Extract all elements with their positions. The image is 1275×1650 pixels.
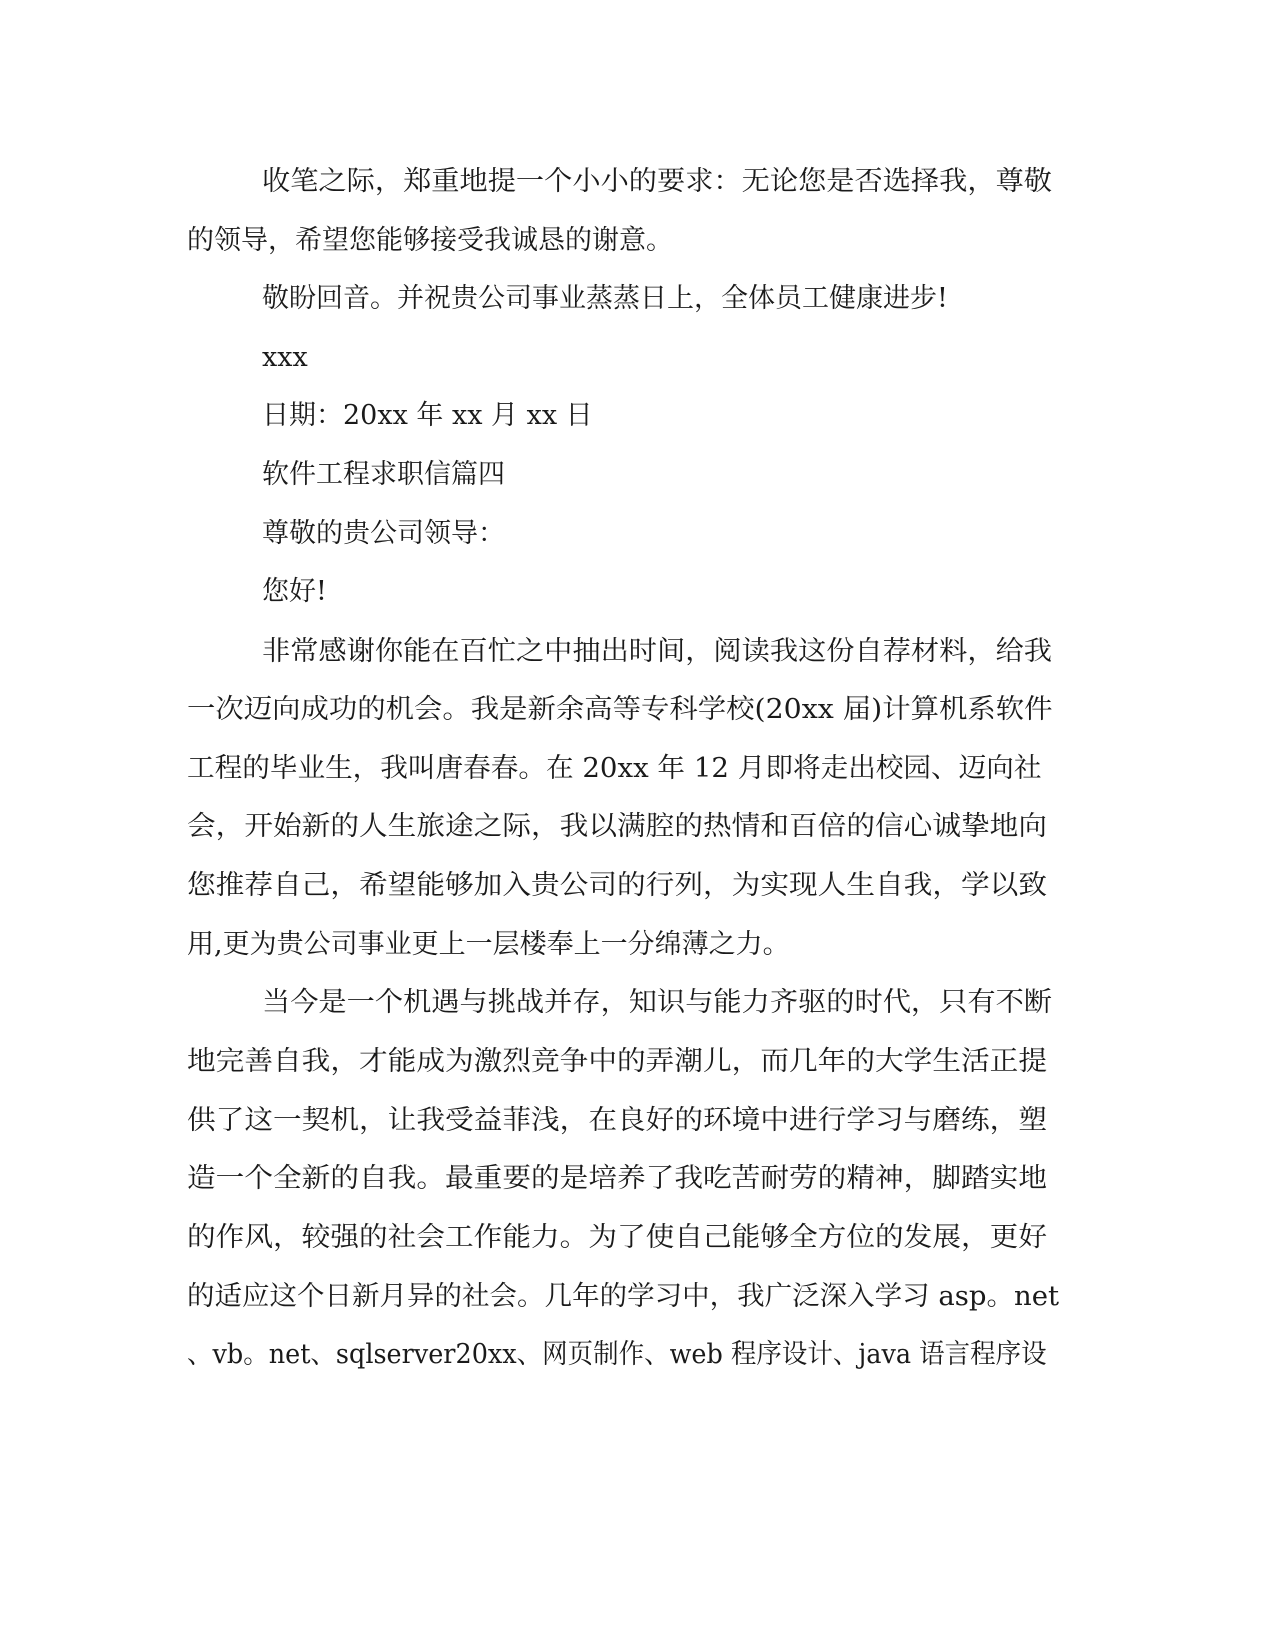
intro-paragraph-line-1: 非常感谢你能在百忙之中抽出时间，阅读我这份自荐材料，给我 bbox=[262, 636, 1052, 667]
body-paragraph-line-6: 的适应这个日新月异的社会。几年的学习中，我广泛深入学习 asp。net bbox=[187, 1281, 1060, 1312]
intro-paragraph-line-5: 您推荐自己，希望能够加入贵公司的行列，为实现人生自我，学以致 bbox=[187, 870, 1047, 901]
date-line: 日期：20xx 年 xx 月 xx 日 bbox=[262, 400, 593, 431]
body-paragraph-line-1: 当今是一个机遇与挑战并存，知识与能力齐驱的时代，只有不断 bbox=[262, 987, 1052, 1018]
intro-paragraph-line-4: 会，开始新的人生旅途之际，我以满腔的热情和百倍的信心诚挚地向 bbox=[187, 811, 1047, 842]
greeting: 您好! bbox=[262, 576, 327, 607]
intro-paragraph-line-6: 用,更为贵公司事业更上一层楼奉上一分绵薄之力。 bbox=[187, 929, 790, 960]
section-heading: 软件工程求职信篇四 bbox=[262, 459, 505, 490]
signature: xxx bbox=[262, 342, 308, 373]
body-paragraph-line-3: 供了这一契机，让我受益菲浅，在良好的环境中进行学习与磨练，塑 bbox=[187, 1105, 1047, 1136]
body-paragraph-line-4: 造一个全新的自我。最重要的是培养了我吃苦耐劳的精神，脚踏实地 bbox=[187, 1163, 1047, 1194]
salutation: 尊敬的贵公司领导： bbox=[262, 518, 505, 549]
body-paragraph-line-2: 地完善自我，才能成为激烈竞争中的弄潮儿，而几年的大学生活正提 bbox=[187, 1046, 1047, 1077]
body-paragraph-line-7: 、vb。net、sqlserver20xx、网页制作、web 程序设计、java 语言程序设 bbox=[187, 1339, 1047, 1370]
intro-paragraph-line-3: 工程的毕业生，我叫唐春春。在 20xx 年 12 月即将走出校园、迈向社 bbox=[187, 753, 1042, 784]
body-paragraph-line-5: 的作风，较强的社会工作能力。为了使自己能够全方位的发展，更好 bbox=[187, 1222, 1047, 1253]
closing-paragraph-line-1: 收笔之际，郑重地提一个小小的要求：无论您是否选择我，尊敬 bbox=[262, 166, 1052, 197]
intro-paragraph-line-2: 一次迈向成功的机会。我是新余高等专科学校(20xx 届)计算机系软件 bbox=[187, 694, 1053, 725]
closing-wish: 敬盼回音。并祝贵公司事业蒸蒸日上，全体员工健康进步! bbox=[262, 283, 948, 314]
closing-paragraph-line-2: 的领导，希望您能够接受我诚恳的谢意。 bbox=[187, 225, 673, 256]
